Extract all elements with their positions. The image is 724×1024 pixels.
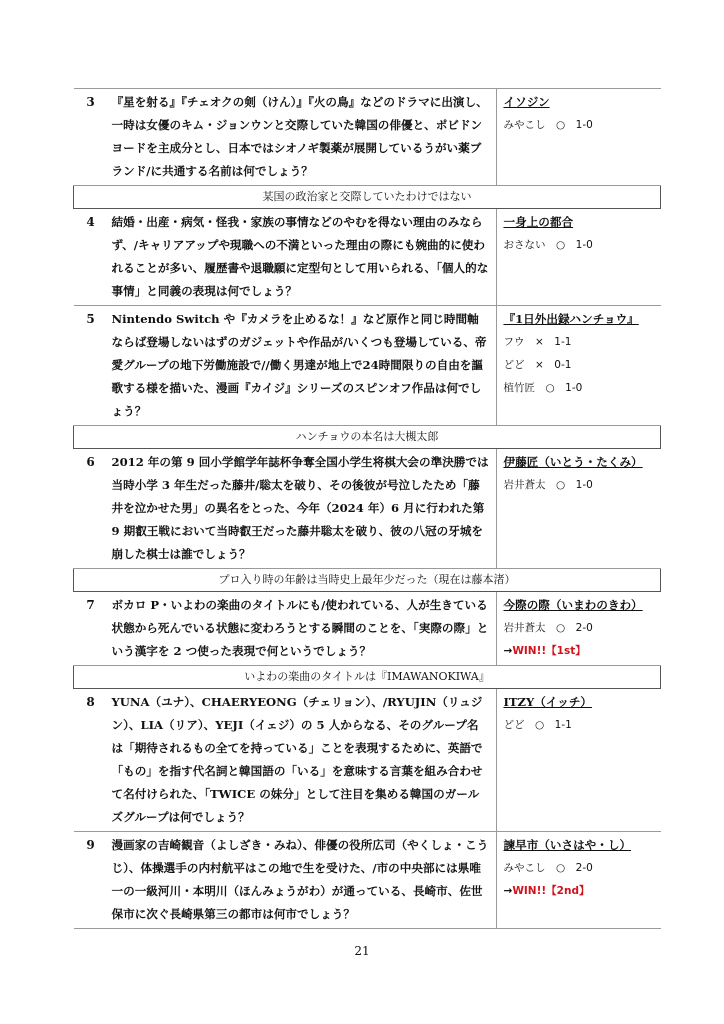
question-number: 6 (74, 449, 108, 569)
answer-cell (496, 209, 661, 306)
win-arrow: → (503, 645, 513, 657)
result-line: フウ × 1-1 (503, 336, 572, 348)
question-row (74, 592, 661, 666)
question-number: 3 (74, 89, 108, 186)
answer-cell (496, 592, 661, 666)
question-table (73, 88, 661, 929)
note-row (74, 186, 661, 209)
question-number: 5 (74, 306, 108, 426)
note-text: ハンチョウの本名は大槻太郎 (74, 426, 661, 449)
note-text: 某国の政治家と交際していたわけではない (74, 186, 661, 209)
note-text: いよわの楽曲のタイトルは『IMAWANOKIWA』 (74, 666, 661, 689)
question-number: 9 (74, 832, 108, 929)
answer-cell (496, 449, 661, 569)
question-row (74, 89, 661, 186)
result-line: おさない ○ 1-0 (503, 239, 593, 251)
result-line: どど ○ 1-1 (503, 719, 572, 731)
answer-text: 一身上の都合 (503, 215, 574, 229)
win-rank: 【2nd】 (546, 885, 590, 897)
answer-text: 今際の際（いまわのきわ） (503, 598, 643, 612)
result-line: 岩井蒼太 ○ 2-0 (503, 622, 593, 634)
answer-text: 『1日外出録ハンチョウ』 (503, 312, 639, 326)
question-number: 8 (74, 689, 108, 832)
question-text: 2012 年の第 9 回小学館学年誌杯争奪全国小学生将棋大会の準決勝では当時小学 3 年生だった藤井/聡太を破り、その後彼が号泣したため「藤井を泣かせた男」の異名をとった、今年（2024 年）6 月に行われた第 9 期叡王戦において当時叡王だった藤井聡太を破り、彼の八冠の牙城を崩した棋士は誰でしょう？ (108, 449, 497, 569)
question-text: 『星を射る』『チェオクの剣（けん）』『火の鳥』などのドラマに出演し、一時は女優のキム・ジョンウンと交際していた韓国の俳優と、ポビドンヨードを主成分とし、日本ではシオノギ製薬が展開しているうがい薬ブランド/に共通する名前は何でしょう？ (108, 89, 497, 186)
answer-text: イソジン (503, 95, 550, 109)
question-row (74, 449, 661, 569)
win-arrow: → (503, 885, 513, 897)
question-row (74, 209, 661, 306)
note-text: プロ入り時の年齢は当時史上最年少だった（現在は藤本渚） (74, 569, 661, 592)
win-label: WIN!! (512, 885, 547, 897)
question-row (74, 689, 661, 832)
page-number: 21 (354, 944, 370, 958)
win-line (504, 880, 657, 903)
answer-cell (496, 306, 661, 426)
win-label: WIN!! (512, 645, 547, 657)
answer-text: ITZY（イッチ） (503, 695, 593, 709)
note-row (74, 569, 661, 592)
result-line: みやこし ○ 2-0 (503, 862, 593, 874)
question-row (74, 832, 661, 929)
answer-cell (496, 89, 661, 186)
question-number: 7 (74, 592, 108, 666)
result-line: 岩井蒼太 ○ 1-0 (503, 479, 593, 491)
question-text: 漫画家の吉崎観音（よしざき・みね）、俳優の役所広司（やくしょ・こうじ）、体操選手の内村航平はこの地で生を受けた、/市の中央部には県唯一の一級河川・本明川（ほんみょうがわ）が通っている、長崎市、佐世保市に次ぐ長崎県第三の都市は何市でしょう？ (108, 832, 497, 929)
question-text: YUNA（ユナ）、CHAERYEONG（チェリョン）、/RYUJIN（リュジン）、LIA（リア）、YEJI（イェジ）の 5 人からなる、そのグループ名は「期待されるもの全てを持っている」ことを表現するために、英語で「もの」を指す代名詞と韓国語の「いる」を意味する言葉を組み合わせて名付けられた、「TWICE の妹分」として注目を集める韓国のガールズグループは何でしょう？ (108, 689, 497, 832)
question-text: ボカロ P・いよわの楽曲のタイトルにも/使われている、人が生きている状態から死んでいる状態に変わろうとする瞬間のことを、「実際の際」という漢字を 2 つ使った表現で何というでしょう？ (108, 592, 497, 666)
win-line (504, 640, 657, 663)
answer-text: 諫早市（いさはや・し） (503, 838, 632, 852)
result-line: どど × 0-1 (503, 359, 572, 371)
result-line: 植竹匠 ○ 1-0 (503, 382, 583, 394)
answer-cell (496, 689, 661, 832)
note-row (74, 666, 661, 689)
question-text: 結婚・出産・病気・怪我・家族の事情などのやむを得ない理由のみならず、/キャリアアップや現職への不満といった理由の際にも婉曲的に使われることが多い、履歴書や退職願に定型句として用いられる、「個人的な事情」と同義の表現は何でしょう？ (108, 209, 497, 306)
answer-cell (496, 832, 661, 929)
question-text: Nintendo Switch や『カメラを止めるな！』など原作と同じ時間軸ならば登場しないはずのガジェットや作品が/いくつも登場している、帝愛グループの地下労働施設で//働く男達が地上で24時間限りの自由を謳歌する様を描いた、漫画『カイジ』シリーズのスピンオフ作品は何でしょう？ (108, 306, 497, 426)
win-rank: 【1st】 (546, 645, 586, 657)
result-line: みやこし ○ 1-0 (503, 119, 593, 131)
question-number: 4 (74, 209, 108, 306)
note-row (74, 426, 661, 449)
question-row (74, 306, 661, 426)
answer-text: 伊藤匠（いとう・たくみ） (503, 455, 643, 469)
